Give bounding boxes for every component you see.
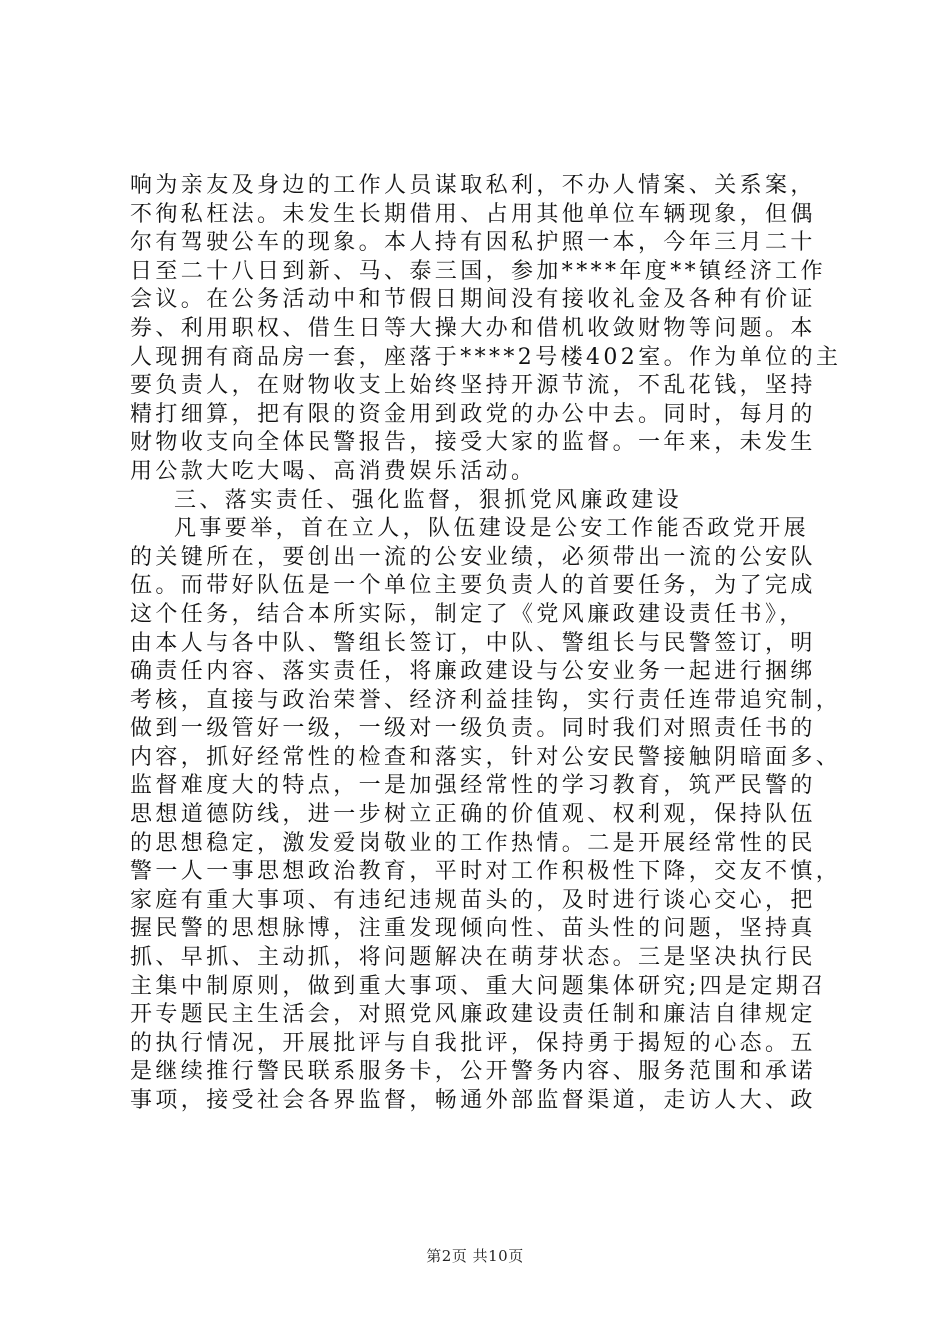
text-line: 做到一级管好一级，一级对一级负责。同时我们对照责任书的 bbox=[130, 716, 816, 742]
text-line: 精打细算，把有限的资金用到政党的办公中去。同时，每月的 bbox=[130, 401, 816, 427]
text-line: 握民警的思想脉博，注重发现倾向性、苗头性的问题，坚持真 bbox=[130, 916, 816, 942]
text-line: 思想道德防线，进一步树立正确的价值观、权利观，保持队伍 bbox=[130, 802, 816, 828]
text-line: 由本人与各中队、警组长签订，中队、警组长与民警签订，明 bbox=[130, 630, 816, 656]
text-line: 是继续推行警民联系服务卡，公开警务内容、服务范围和承诺 bbox=[130, 1059, 816, 1085]
text-line: 考核，直接与政治荣誉、经济利益挂钩，实行责任连带追究制， bbox=[130, 687, 842, 713]
text-line: 的执行情况，开展批评与自我批评，保持勇于揭短的心态。五 bbox=[130, 1030, 816, 1056]
text-line: 日至二十八日到新、马、泰三国，参加****年度**镇经济工作 bbox=[130, 258, 827, 284]
text-line: 内容，抓好经常性的检查和落实，针对公安民警接触阴暗面多、 bbox=[130, 744, 842, 770]
body-text bbox=[130, 172, 842, 1116]
text-line: 主集中制原则，做到重大事项、重大问题集体研究;四是定期召 bbox=[130, 973, 827, 999]
text-line: 人现拥有商品房一套，座落于****2号楼402室。作为单位的主 bbox=[130, 344, 842, 370]
paragraph-first-line: 凡事要举，首在立人，队伍建设是公安工作能否政党开展 bbox=[174, 516, 810, 542]
text-line: 的关键所在，要创出一流的公安业绩，必须带出一流的公安队 bbox=[130, 544, 816, 570]
text-line: 尔有驾驶公车的现象。本人持有因私护照一本，今年三月二十 bbox=[130, 230, 816, 256]
section-heading: 三、落实责任、强化监督，狠抓党风廉政建设 bbox=[174, 487, 683, 513]
text-line: 确责任内容、落实责任，将廉政建设与公安业务一起进行捆绑 bbox=[130, 659, 816, 685]
text-line: 事项，接受社会各界监督，畅通外部监督渠道，走访人大、政 bbox=[130, 1088, 816, 1113]
text-line: 响为亲友及身边的工作人员谋取私利，不办人情案、关系案， bbox=[130, 173, 816, 198]
text-line: 会议。在公务活动中和节假日期间没有接收礼金及各种有价证 bbox=[130, 287, 816, 313]
text-line: 伍。而带好队伍是一个单位主要负责人的首要任务，为了完成 bbox=[130, 573, 816, 599]
text-line: 这个任务，结合本所实际，制定了《党风廉政建设责任书》， bbox=[130, 601, 805, 627]
text-line: 监督难度大的特点，一是加强经常性的学习教育，筑严民警的 bbox=[130, 773, 816, 799]
text-line: 券、利用职权、借生日等大操大办和借机收敛财物等问题。本 bbox=[130, 315, 816, 341]
text-line: 警一人一事思想政治教育，平时对工作积极性下降，交友不慎， bbox=[130, 859, 842, 885]
text-line: 家庭有重大事项、有违纪违规苗头的，及时进行谈心交心，把 bbox=[130, 887, 816, 913]
text-line: 财物收支向全体民警报告，接受大家的监督。一年来，未发生 bbox=[130, 430, 816, 456]
text-line: 要负责人，在财物收支上始终坚持开源节流，不乱花钱，坚持 bbox=[130, 373, 816, 399]
page-number-footer: 第2页 共10页 bbox=[426, 1247, 524, 1265]
text-line: 的思想稳定，激发爱岗敬业的工作热情。二是开展经常性的民 bbox=[130, 830, 816, 856]
text-line: 不徇私枉法。未发生长期借用、占用其他单位车辆现象，但偶 bbox=[130, 201, 816, 227]
text-line: 用公款大吃大喝、高消费娱乐活动。 bbox=[130, 458, 537, 484]
text-line: 开专题民主生活会，对照党风廉政建设责任制和廉洁自律规定 bbox=[130, 1002, 816, 1028]
text-line: 抓、早抓、主动抓，将问题解决在萌芽状态。三是坚决执行民 bbox=[130, 945, 816, 971]
